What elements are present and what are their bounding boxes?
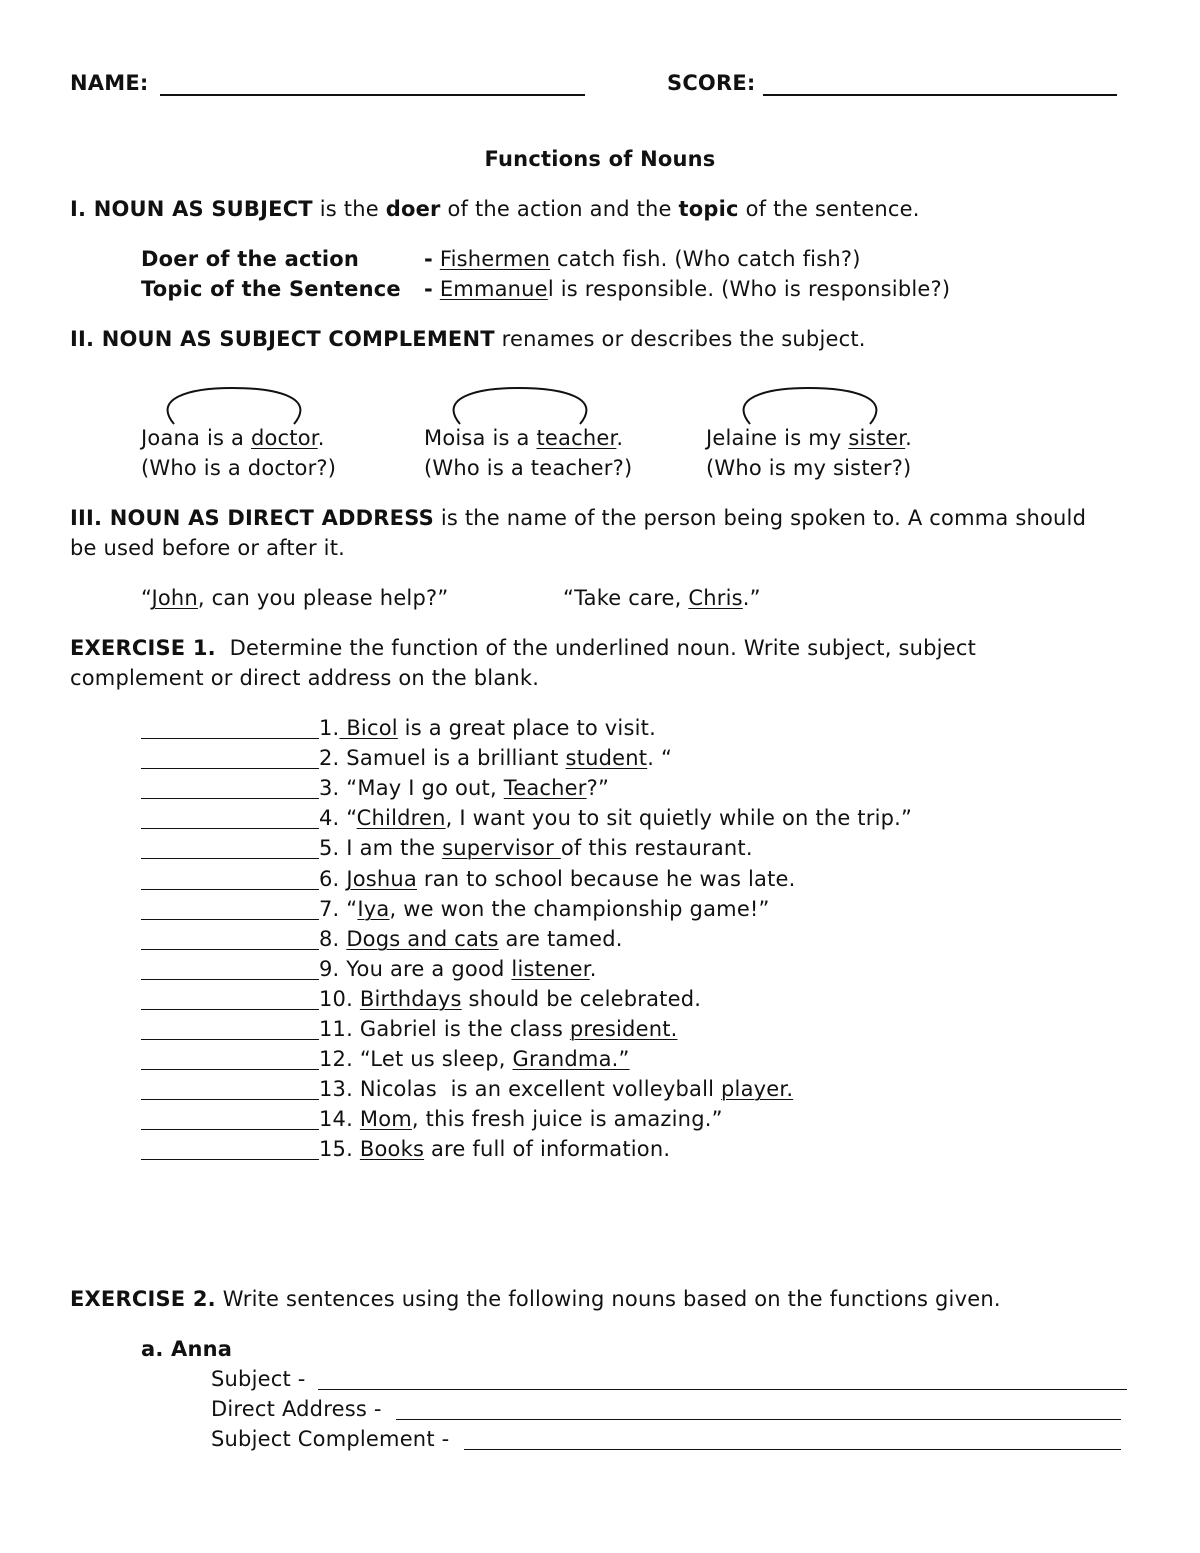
address-example-2-post: .” [742, 586, 761, 610]
complement-example-1-pre: Joana is a [141, 426, 251, 450]
exercise-item-text: 13. Nicolas is an excellent volleyball [319, 1077, 722, 1102]
exercise-item-text: 8. [319, 926, 347, 951]
address-example-1-noun: John [151, 586, 198, 610]
complement-example-3-pre: Jelaine is my [706, 426, 849, 450]
exercise-item [319, 1134, 670, 1164]
answer-blank[interactable] [141, 869, 319, 890]
address-example-2 [563, 583, 761, 613]
answer-blank[interactable] [141, 1049, 319, 1070]
complement-example-3-noun: sister [848, 426, 906, 450]
answer-blank[interactable] [141, 929, 319, 950]
exercise-item-text: 10. [319, 986, 360, 1011]
exercise-item-text: is a great place to visit. [397, 716, 656, 740]
section1-text-b: of the action and the [440, 197, 679, 221]
complement-question-1: (Who is a doctor?) [141, 456, 337, 480]
exercise-item-text: 2. Samuel is a brilliant [319, 746, 566, 771]
topic-dash: - [424, 277, 433, 301]
section2-text: renames or describes the subject. [494, 327, 866, 351]
doer-dash: - [424, 247, 433, 271]
complement-example-3-post: . [905, 426, 913, 450]
exercise-item [319, 864, 796, 894]
answer-blank[interactable] [141, 808, 319, 829]
exercise-item-text: ran to school because he was late. [416, 866, 796, 891]
exercise-item-text: , this fresh juice is amazing.” [411, 1107, 723, 1132]
topic-noun: Emmanue [439, 277, 548, 301]
answer-blank[interactable] [141, 1079, 319, 1100]
exercise-item [319, 1104, 723, 1134]
exercise-item [319, 1074, 793, 1104]
address-example-2-noun: Chris [688, 586, 743, 610]
underlined-noun: Grandma.” [512, 1047, 630, 1072]
doer-example [424, 244, 861, 274]
complement-example-1-post: . [317, 426, 325, 450]
underlined-noun: Books [359, 1137, 425, 1162]
score-blank[interactable] [763, 72, 1117, 96]
exercise-item-text: ?” [586, 776, 610, 801]
answer-blank[interactable] [141, 838, 319, 859]
complement-example-2-pre: Moisa is a [424, 426, 537, 450]
underlined-noun: Children [356, 806, 446, 831]
answer-blank[interactable] [141, 748, 319, 769]
exercise1-heading: EXERCISE 1. [70, 636, 216, 660]
complement-question-2: (Who is a teacher?) [424, 456, 633, 480]
exercise-item-text: . [589, 956, 597, 981]
complement-example-1 [141, 423, 325, 453]
answer-blank[interactable] [141, 959, 319, 980]
underlined-noun: student [565, 746, 648, 771]
exercise-item [319, 1014, 678, 1044]
underlined-noun: Birthdays [359, 986, 462, 1011]
prompt-direct-address: Direct Address - [211, 1397, 389, 1421]
underlined-noun: Joshua [346, 866, 417, 891]
exercise2-heading: EXERCISE 2. [70, 1287, 216, 1311]
underlined-noun: Dogs and cats [346, 926, 499, 951]
prompt-subject: Subject - [211, 1367, 313, 1391]
answer-blank[interactable] [141, 899, 319, 920]
address-example-1-post: , can you please help?” [197, 586, 449, 610]
answer-blank[interactable] [141, 1139, 319, 1160]
underlined-noun: Iya [357, 896, 390, 921]
underlined-noun: Teacher [503, 776, 587, 801]
answer-blank[interactable] [141, 718, 319, 739]
exercise1-text-1: Determine the function of the underlined noun. Write subject, subject [215, 636, 977, 660]
exercise-item [319, 1044, 630, 1074]
section1-text-a: is the [312, 197, 386, 221]
section1-topic: topic [678, 197, 739, 221]
answer-line-subject[interactable] [318, 1369, 1127, 1390]
exercise-item [319, 713, 656, 743]
section3-text-2: be used before or after it. [70, 536, 346, 560]
section1-text-c: of the sentence. [738, 197, 920, 221]
underlined-noun: listener [511, 956, 590, 981]
exercise-item-text: 9. You are a good [319, 956, 512, 981]
complement-example-2-noun: teacher [536, 426, 617, 450]
underlined-noun: supervisor [442, 836, 561, 861]
complement-example-2-post: . [616, 426, 624, 450]
address-example-2-pre: “Take care, [563, 586, 689, 610]
exercise-item [319, 894, 770, 924]
exercise1-instructions [70, 633, 976, 663]
exercise-item-text: 3. “May I go out, [319, 776, 504, 801]
answer-blank[interactable] [141, 989, 319, 1010]
exercise-item-text: are full of information. [424, 1137, 671, 1162]
exercise-item-text: 7. “ [319, 896, 358, 921]
name-label: NAME: [70, 71, 149, 95]
section1-intro [70, 194, 920, 224]
answer-blank[interactable] [141, 778, 319, 799]
underlined-noun: Bicol [339, 716, 398, 740]
topic-label: Topic of the Sentence [141, 277, 401, 301]
address-example-1-pre: “ [141, 586, 152, 610]
exercise-item [319, 833, 753, 863]
answer-blank[interactable] [141, 1019, 319, 1040]
address-example-1 [141, 583, 448, 613]
underlined-noun: president. [569, 1017, 678, 1041]
exercise2-noun: a. Anna [141, 1337, 233, 1361]
complement-question-3: (Who is my sister?) [706, 456, 912, 480]
answer-blank[interactable] [141, 1109, 319, 1130]
exercise1-text-2: complement or direct address on the blank. [70, 666, 540, 690]
section2-intro [70, 324, 866, 354]
exercise-item [319, 743, 672, 773]
topic-rest: l is responsible. (Who is responsible?) [547, 277, 951, 301]
exercise-item-text: 15. [319, 1137, 360, 1162]
score-label: SCORE: [667, 71, 756, 95]
complement-example-2 [424, 423, 623, 453]
exercise-item-text: 4. “ [319, 806, 357, 831]
exercise2-text: Write sentences using the following nouns based on the functions given. [215, 1287, 1001, 1311]
exercise-item-text: of this restaurant. [560, 836, 753, 861]
page-title: Functions of Nouns [484, 147, 716, 171]
prompt-subject-complement: Subject Complement - [211, 1427, 457, 1451]
underlined-noun: player. [721, 1077, 794, 1102]
exercise-item-text: 14. [319, 1107, 360, 1132]
underlined-noun: Mom [359, 1107, 412, 1132]
exercise-item-text: 5. I am the [319, 836, 443, 861]
exercise2-instructions [70, 1284, 1001, 1314]
section3-intro [70, 503, 1086, 533]
complement-example-1-noun: doctor [250, 426, 318, 450]
section3-text-1: is the name of the person being spoken to. A comma should [433, 506, 1087, 530]
doer-noun: Fishermen [439, 247, 551, 271]
exercise-item [319, 773, 609, 803]
exercise-item [319, 924, 623, 954]
name-blank[interactable] [160, 72, 585, 96]
answer-line-subject-complement[interactable] [464, 1429, 1121, 1450]
exercise-item-text: 11. Gabriel is the class [319, 1017, 570, 1041]
exercise-item-text: , I want you to sit quietly while on the trip.” [445, 806, 913, 831]
complement-example-3 [706, 423, 912, 453]
section3-heading: III. NOUN AS DIRECT ADDRESS [70, 506, 434, 530]
exercise-item-text: . “ [647, 746, 673, 771]
exercise-item [319, 803, 912, 833]
section1-heading: I. NOUN AS SUBJECT [70, 197, 313, 221]
exercise-item [319, 984, 701, 1014]
exercise-item-text: 1. [319, 716, 340, 740]
doer-rest: catch fish. (Who catch fish?) [550, 247, 861, 271]
answer-line-direct-address[interactable] [396, 1399, 1121, 1420]
section2-heading: II. NOUN AS SUBJECT COMPLEMENT [70, 327, 495, 351]
exercise-item [319, 954, 597, 984]
topic-example [424, 274, 950, 304]
exercise-item-text: 6. [319, 866, 347, 891]
doer-label: Doer of the action [141, 247, 360, 271]
exercise-item-text: are tamed. [498, 926, 623, 951]
section1-doer: doer [385, 197, 441, 221]
exercise-item-text: should be celebrated. [461, 986, 702, 1011]
exercise-item-text: 12. “Let us sleep, [319, 1047, 513, 1072]
exercise-item-text: , we won the championship game!” [389, 896, 770, 921]
